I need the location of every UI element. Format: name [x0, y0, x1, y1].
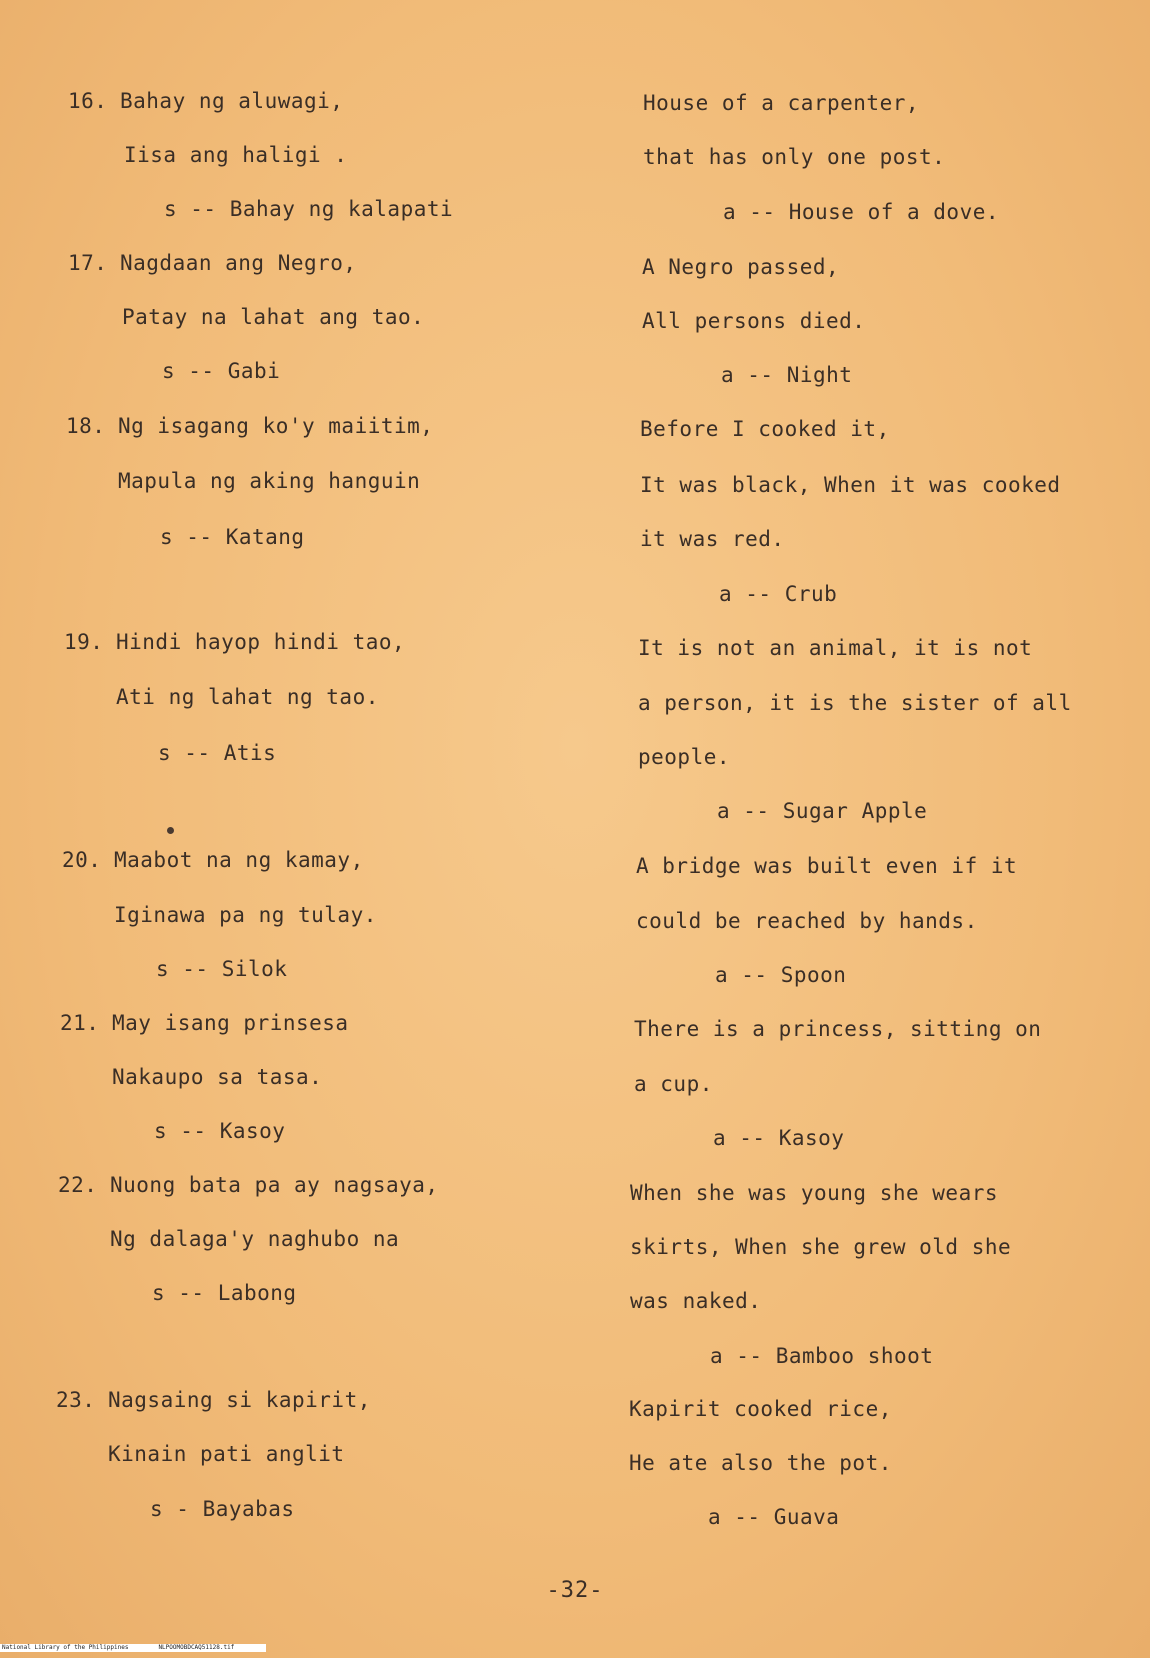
riddle-21-answer: s -- Kasoy — [154, 1119, 286, 1143]
translation-16-line-2: that has only one post. — [643, 145, 946, 169]
translation-19-line-1: It is not an animal, it is not — [638, 636, 1033, 660]
translation-21-line-1: There is a princess, sitting on — [634, 1017, 1042, 1041]
library-name: National Library of the Philippines — [2, 1644, 129, 1651]
page-number: -32- — [546, 1578, 604, 1603]
riddle-20-line-1: 20. Maabot na ng kamay, — [62, 848, 364, 872]
translation-17-line-2: All persons died. — [642, 309, 866, 333]
translation-20-answer: a -- Spoon — [715, 963, 847, 987]
riddle-20-answer: s -- Silok — [156, 957, 288, 981]
translation-23-line-1: Kapirit cooked rice, — [629, 1397, 892, 1421]
riddle-21-line-2: Nakaupo sa tasa. — [112, 1065, 323, 1089]
translation-23-line-2: He ate also the pot. — [629, 1451, 892, 1475]
translation-19-line-3: people. — [638, 745, 731, 769]
riddle-22-line-2: Ng dalaga'y naghubo na — [110, 1227, 400, 1251]
translation-20-line-2: could be reached by hands. — [636, 909, 978, 933]
translation-20-line-1: A bridge was built even if it — [636, 854, 1018, 878]
translation-23-answer: a -- Guava — [708, 1505, 840, 1529]
show-through-text — [70, 118, 83, 142]
riddle-23-line-2: Kinain pati anglit — [108, 1442, 345, 1466]
riddle-20-line-2: Iginawa pa ng tulay. — [114, 903, 377, 927]
riddle-19-line-2: Ati ng lahat ng tao. — [116, 685, 379, 709]
riddle-19-answer: s -- Atis — [158, 741, 277, 765]
riddle-23-answer: s - Bayabas — [150, 1497, 295, 1521]
riddle-22-answer: s -- Labong — [152, 1281, 297, 1305]
translation-18-line-2: It was black, When it was cooked — [640, 473, 1061, 497]
translation-18-line-3: it was red. — [640, 527, 785, 551]
translation-21-line-2: a cup. — [634, 1072, 713, 1096]
riddle-21-line-1: 21. May isang prinsesa — [60, 1011, 349, 1035]
scan-footer — [0, 1644, 266, 1652]
riddle-18-answer: s -- Katang — [160, 525, 305, 549]
translation-18-answer: a -- Crub — [719, 582, 838, 606]
translation-19-answer: a -- Sugar Apple — [717, 799, 928, 823]
file-name: NLPOOMOBDCAQ51128.tif — [158, 1644, 235, 1651]
riddle-17-answer: s -- Gabi — [162, 359, 281, 383]
translation-17-line-1: A Negro passed, — [642, 255, 840, 279]
riddle-19-line-1: 19. Hindi hayop hindi tao, — [64, 630, 406, 654]
riddle-16-line-2: Iisa ang haligi . — [124, 143, 348, 167]
riddle-17-line-1: 17. Nagdaan ang Negro, — [68, 251, 357, 275]
riddle-23-line-1: 23. Nagsaing si kapirit, — [56, 1388, 371, 1412]
translation-22-line-2: skirts, When she grew old she — [630, 1235, 1012, 1259]
ink-speck — [167, 827, 174, 834]
translation-22-line-1: When she was young she wears — [630, 1181, 999, 1205]
riddle-18-line-2: Mapula ng aking hanguin — [118, 469, 421, 493]
translation-17-answer: a -- Night — [721, 363, 853, 387]
translation-16-answer: a -- House of a dove. — [723, 200, 1000, 224]
translation-19-line-2: a person, it is the sister of all — [638, 691, 1072, 715]
riddle-16-answer: s -- Bahay ng kalapati — [164, 197, 454, 221]
riddle-22-line-1: 22. Nuong bata pa ay nagsaya, — [58, 1173, 439, 1197]
translation-22-line-3: was naked. — [630, 1289, 762, 1313]
riddle-16-line-1: 16. Bahay ng aluwagi, — [68, 89, 344, 113]
riddle-17-line-2: Patay na lahat ang tao. — [122, 305, 425, 329]
translation-18-line-1: Before I cooked it, — [640, 417, 890, 441]
riddle-18-line-1: 18. Ng isagang ko'y maiitim, — [66, 414, 434, 438]
translation-16-line-1: House of a carpenter, — [643, 91, 920, 115]
translation-22-answer: a -- Bamboo shoot — [710, 1344, 934, 1368]
translation-21-answer: a -- Kasoy — [713, 1126, 845, 1150]
